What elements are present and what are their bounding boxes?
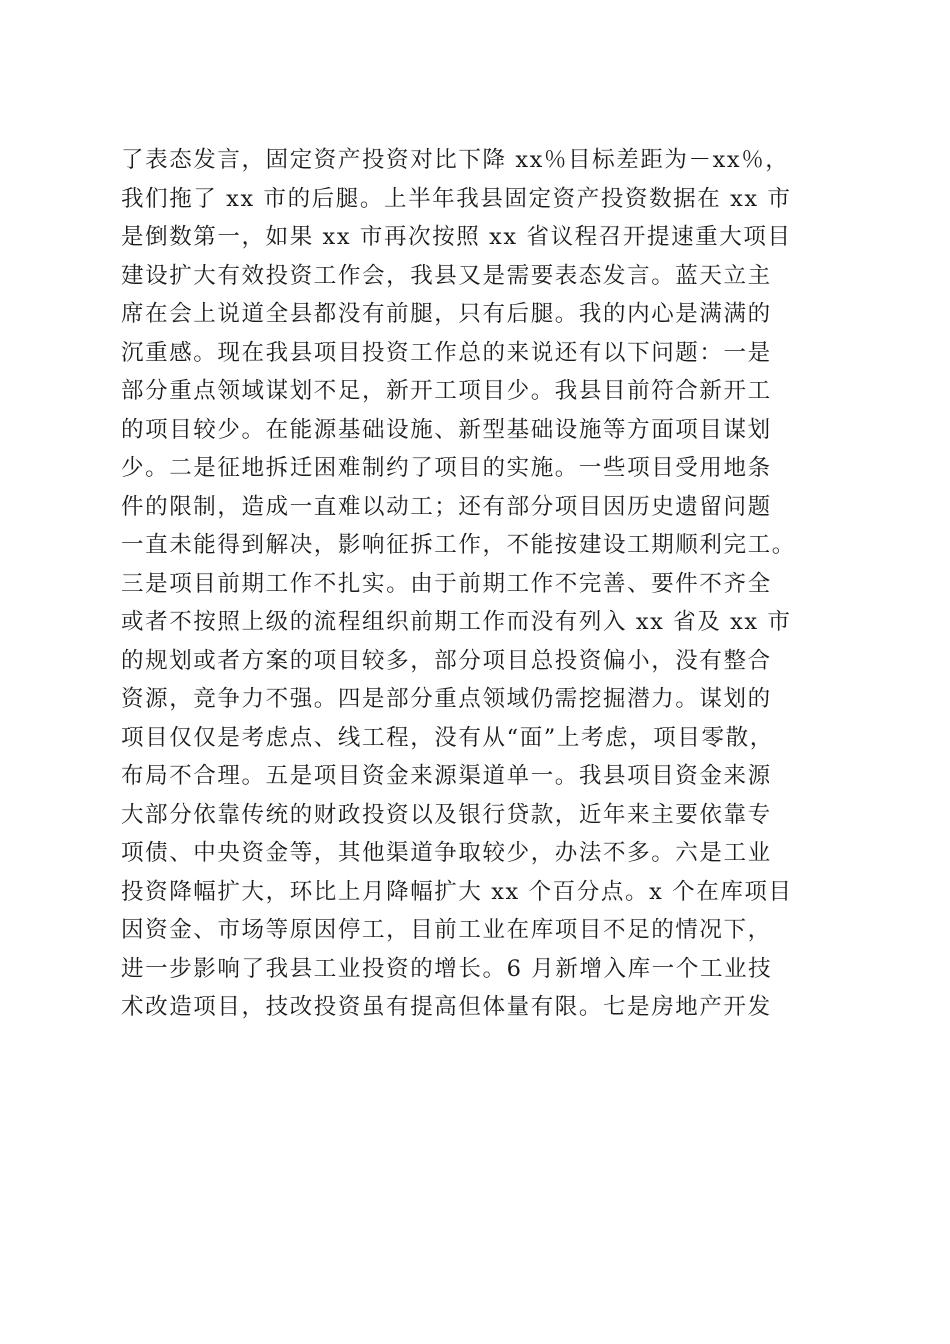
- text-line: 我们拖了 xx 市的后腿。上半年我县固定资产投资数据在 xx 市: [121, 185, 792, 212]
- text-line: 三是项目前期工作不扎实。由于前期工作不完善、要件不齐全: [121, 570, 772, 597]
- body-text: [121, 141, 831, 1027]
- text-line: 一直未能得到解决，影响征拆工作，不能按建设工期顺利完工。: [121, 532, 796, 558]
- text-line: 是倒数第一，如果 xx 市再次按照 xx 省议程召开提速重大项目: [121, 224, 792, 250]
- text-line: 或者不按照上级的流程组织前期工作而没有列入 xx 省及 xx 市: [121, 609, 792, 635]
- text-line: 因资金、市场等原因停工，目前工业在库项目不足的情况下，: [121, 917, 772, 943]
- text-line: 进一步影响了我县工业投资的增长。6 月新增入库一个工业技: [121, 955, 773, 982]
- text-line: 大部分依靠传统的财政投资以及银行贷款，近年来主要依靠专: [121, 801, 772, 828]
- text-line: 少。二是征地拆迁困难制约了项目的实施。一些项目受用地条: [121, 455, 772, 481]
- text-line: 投资降幅扩大，环比上月降幅扩大 xx 个百分点。x 个在库项目: [121, 878, 793, 905]
- text-line: 资源，竞争力不强。四是部分重点领域仍需挖掘潜力。谋划的: [121, 686, 772, 712]
- text-line: 了表态发言，固定资产投资对比下降 xx％目标差距为－xx％，: [121, 147, 790, 173]
- text-line: 沉重感。现在我县项目投资工作总的来说还有以下问题：一是: [121, 339, 772, 366]
- text-line: 布局不合理。五是项目资金来源渠道单一。我县项目资金来源: [121, 763, 772, 789]
- text-line: 建设扩大有效投资工作会，我县又是需要表态发言。蓝天立主: [121, 262, 772, 289]
- text-line: 件的限制，造成一直难以动工；还有部分项目因历史遗留问题: [121, 493, 772, 520]
- text-line: 项债、中央资金等，其他渠道争取较少，办法不多。六是工业: [121, 840, 772, 866]
- text-line: 席在会上说道全县都没有前腿，只有后腿。我的内心是满满的: [121, 301, 772, 327]
- text-line: 部分重点领域谋划不足，新开工项目少。我县目前符合新开工: [121, 378, 772, 404]
- text-line: 的规划或者方案的项目较多，部分项目总投资偏小，没有整合: [121, 647, 772, 674]
- text-line: 的项目较少。在能源基础设施、新型基础设施等方面项目谋划: [121, 416, 772, 443]
- text-line: 术改造项目，技改投资虽有提高但体量有限。七是房地产开发: [121, 994, 772, 1020]
- text-line: 项目仅仅是考虑点、线工程，没有从“面”上考虑，项目零散，: [121, 724, 774, 751]
